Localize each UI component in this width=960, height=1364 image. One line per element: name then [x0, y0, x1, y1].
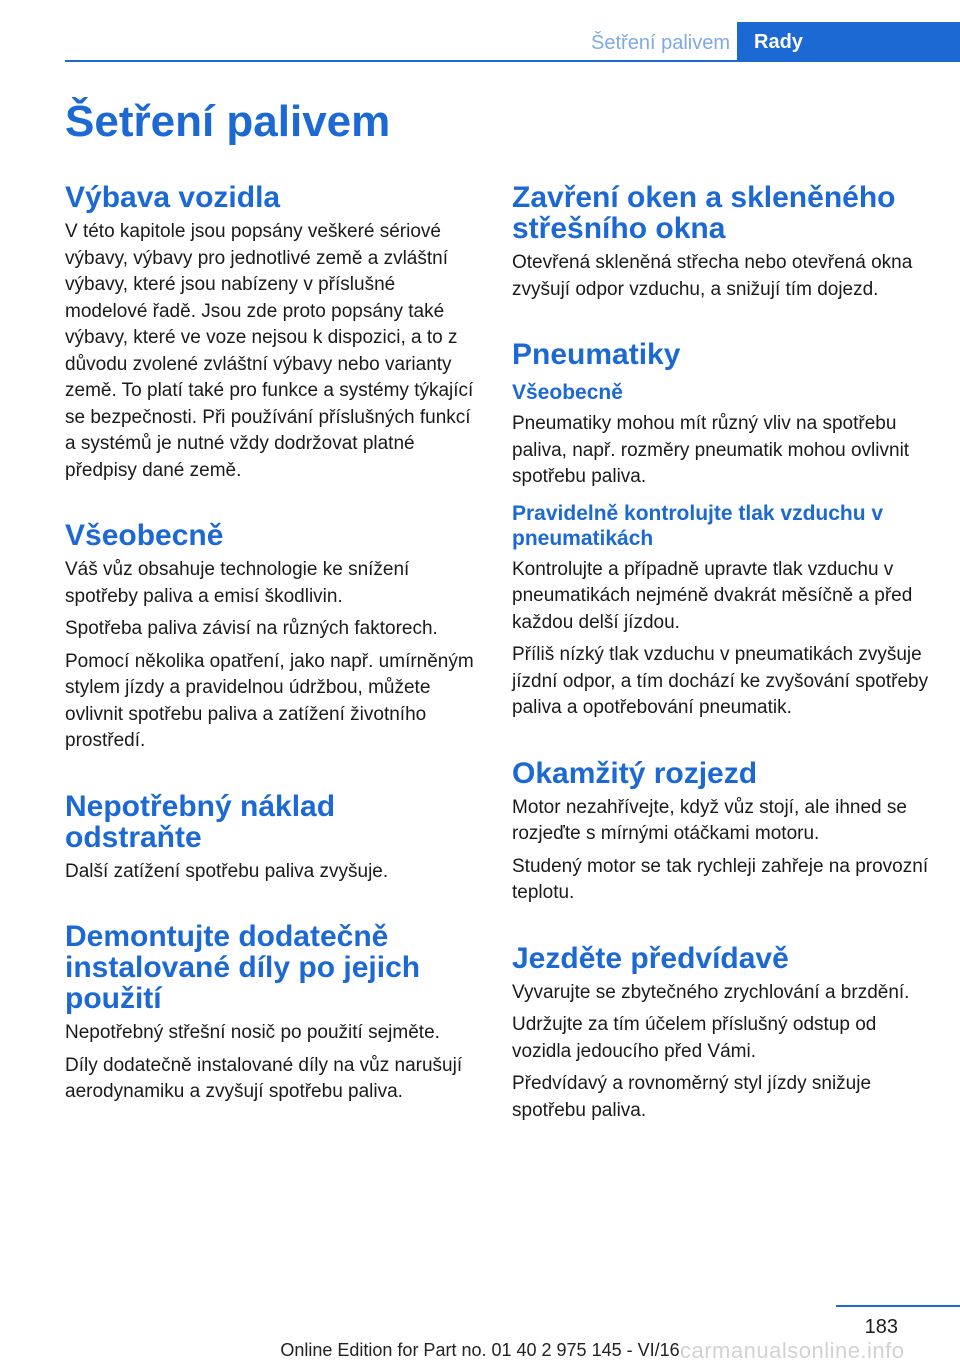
paragraph: Příliš nízký tlak vzduchu v pneumatikách zvyšuje jízdní odpor, a tím dochází ke zvyšování spotřeby paliva a opotřebování pneumatik. [512, 644, 929, 718]
paragraph: Předvídavý a rovnoměrný styl jízdy snižuje spotřebu paliva. [512, 1073, 872, 1121]
paragraph: Kontrolujte a případně upravte tlak vzduchu v pneumatikách nejméně dvakrát měsíčně a před každou delší jízdou. [512, 558, 913, 633]
paragraph: Váš vůz obsahuje technologie ke snížení spotřeby paliva a emisí škodlivin. [65, 559, 410, 607]
paragraph: Pomocí několika opatření, jako např. umírněným stylem jízdy a pravidelnou údržbou, můžete ovlivnit spotřebu paliva a zatížení životního prostředí. [65, 650, 474, 751]
section-heading-predvidave: Jezděte předvídavě [512, 941, 789, 975]
paragraph: Vyvarujte se zbytečného zrychlování a brzdění. [512, 981, 910, 1003]
paragraph: Díly dodatečně instalované díly na vůz narušují aerodynamiku a zvyšují spotřebu paliva. [65, 1054, 463, 1102]
paragraph: Pneumatiky mohou mít různý vliv na spotřebu paliva, např. rozměry pneumatik mohou ovlivnit spotřebu paliva. [512, 413, 910, 487]
paragraph: Otevřená skleněná střecha nebo otevřená okna zvyšují odpor vzduchu, a snižují tím dojezd. [512, 252, 913, 300]
left-column [65, 182, 480, 1106]
section-text-vybava: V této kapitole jsou popsány veškeré sériové výbavy, výbavy pro jednotlivé země a zvláštní výbavy, které jsou nabízeny v příslušné modelové řadě. Jsou zde proto popsány také výbavy, které ve voze nejsou k dispozici, a to z důvodu zvolené zvláštní výbavy nebo varianty země. To platí také pro funkce a systémy týkající se bezpečnosti. Při používání příslušných funkcí a systémů je nutné vždy dodržovat platné předpisy dané země. [65, 221, 474, 481]
page-title: Šetření palivem [65, 97, 391, 146]
paragraph: Další zatížení spotřebu paliva zvyšuje. [65, 860, 389, 882]
subheading-tlak: Pravidelně kontrolujte tlak vzduchu v pneumatikách [512, 501, 884, 550]
section-heading-okna: Zavření oken a skleněného střešního okna [512, 181, 896, 245]
section-heading-vseobecne: Všeobecně [65, 519, 224, 552]
paragraph: Nepotřebný střešní nosič po použití sejměte. [65, 1022, 440, 1043]
header-chapter-tab: Rady [737, 22, 960, 61]
page-number: 183 [864, 1316, 898, 1338]
subheading-vseobecne: Všeobecně [512, 381, 623, 404]
section-heading-rozjezd: Okamžitý rozjezd [512, 756, 758, 790]
paragraph: Studený motor se tak rychleji zahřeje na provozní teplotu. [512, 855, 929, 903]
paragraph: Udržujte za tím účelem příslušný odstup od vozidla jedoucího před Vámi. [512, 1014, 877, 1062]
section-heading-naklad: Nepotřebný náklad odstraňte [65, 789, 336, 854]
section-heading-demontujte: Demontujte dodatečně instalované díly po jejich použití [65, 920, 421, 1015]
footer-rule [836, 1305, 960, 1307]
paragraph: Spotřeba paliva závisí na různých faktorech. [65, 618, 438, 639]
edition-note: Online Edition for Part no. 01 40 2 975 145 - VI/16 [280, 1340, 680, 1360]
section-heading-vybava: Výbava vozidla [65, 181, 281, 214]
header-section-label: Šetření palivem [591, 32, 730, 54]
section-heading-pneumatiky: Pneumatiky [512, 338, 681, 371]
right-column [512, 182, 932, 1124]
paragraph: Motor nezahřívejte, když vůz stojí, ale ihned se rozjeďte s mírnými otáčkami motoru. [512, 796, 907, 844]
watermark-text: carmanualsonline.info [680, 1338, 905, 1363]
